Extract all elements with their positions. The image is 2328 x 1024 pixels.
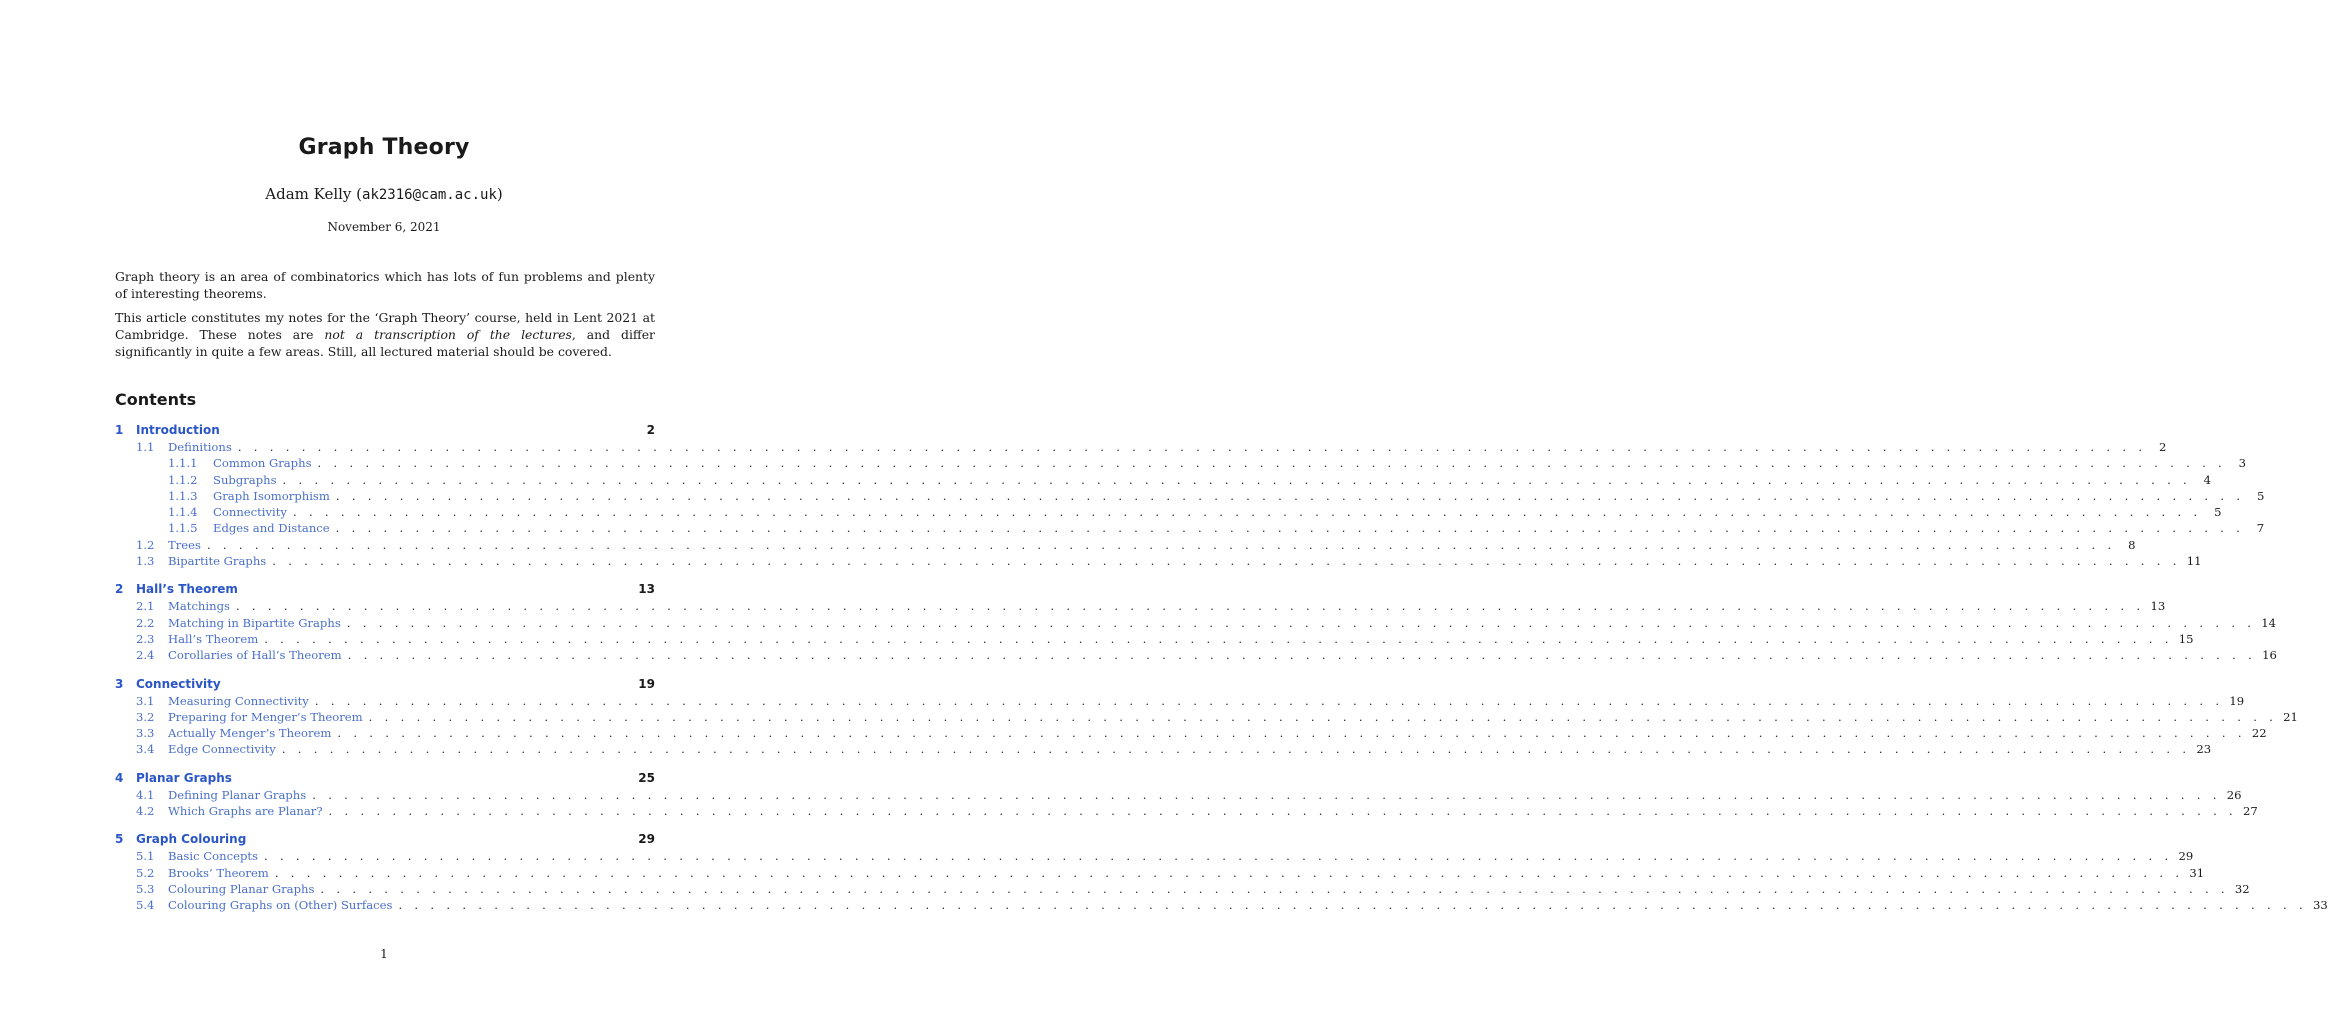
toc-entry-page[interactable]: 27 <box>2243 804 2258 819</box>
toc-entry-number: 1.1.2 <box>168 472 198 487</box>
toc-leader-dots: . . . . . . . . . . . . . . . . . . . . . . . . . . . . . . . . . . . . . . . . . . . . . . . . . . . . . . . . . . . . . . . . . . . . . . . . . . . . . . . . . . . . . . . . . . . . . . . . . . . . . . . . . . . . . . . . . . . . . . . . <box>347 648 2257 663</box>
toc-entry[interactable] <box>115 881 2250 897</box>
toc-section-page[interactable]: 25 <box>638 770 655 785</box>
toc-section-page[interactable]: 29 <box>638 832 655 847</box>
toc-entry[interactable] <box>115 897 2328 913</box>
toc-leader-dots: . . . . . . . . . . . . . . . . . . . . . . . . . . . . . . . . . . . . . . . . . . . . . . . . . . . . . . . . . . . . . . . . . . . . . . . . . . . . . . . . . . . . . . . . . . . . . . . . . . . . . . . . . . . . . . . . . . . . . . . . <box>272 554 2181 569</box>
toc-entry-title[interactable]: Colouring Graphs on (Other) Surfaces <box>168 898 393 913</box>
toc-entry-page[interactable]: 21 <box>2283 709 2298 724</box>
toc-entry-title[interactable]: Trees <box>168 537 201 552</box>
author-close: ) <box>496 185 503 203</box>
toc-entry-number: 3.1 <box>136 693 155 708</box>
toc-section-number: 4 <box>115 770 124 785</box>
toc-section-page[interactable]: 19 <box>638 676 655 691</box>
toc-entry-page[interactable]: 2 <box>2158 440 2167 454</box>
toc-section[interactable] <box>115 676 655 693</box>
document-date: November 6, 2021 <box>327 220 441 234</box>
toc-entry[interactable] <box>115 631 2194 647</box>
toc-leader-dots: . . . . . . . . . . . . . . . . . . . . . . . . . . . . . . . . . . . . . . . . . . . . . . . . . . . . . . . . . . . . . . . . . . . . . . . . . . . . . . . . . . . . . . . . . . . . . . . . . . . . . . . . . . . . . . . . . . . . . . . . <box>317 456 2227 471</box>
toc-entry-number: 4.1 <box>136 787 155 802</box>
abstract-p2-part-b: , and differ significantly in quite a few areas. Still, all lectured material should be covered. <box>115 327 655 359</box>
toc-entry[interactable] <box>115 741 2212 757</box>
toc-gap <box>115 758 655 770</box>
toc-entry-title[interactable]: Common Graphs <box>213 456 312 471</box>
document-title: Graph Theory <box>298 135 470 160</box>
table-of-contents <box>115 422 2328 914</box>
toc-entry-page[interactable]: 14 <box>2261 615 2277 630</box>
toc-entry-title[interactable]: Hall’s Theorem <box>168 631 259 646</box>
toc-leader-dots: . . . . . . . . . . . . . . . . . . . . . . . . . . . . . . . . . . . . . . . . . . . . . . . . . . . . . . . . . . . . . . . . . . . . . . . . . . . . . . . . . . . . . . . . . . . . . . . . . . . . . . . . . . . . . . . . . . . . . . . . <box>312 787 2221 802</box>
toc-section-number: 3 <box>115 676 124 691</box>
toc-entry-page[interactable]: 29 <box>2178 849 2194 864</box>
author-email[interactable]: ak2316@cam.ac.uk <box>362 187 497 203</box>
toc-entry[interactable] <box>115 488 2265 504</box>
toc-entry[interactable] <box>115 787 2242 803</box>
toc-leader-dots: . . . . . . . . . . . . . . . . . . . . . . . . . . . . . . . . . . . . . . . . . . . . . . . . . . . . . . . . . . . . . . . . . . . . . . . . . . . . . . . . . . . . . . . . . . . . . . . . . . . . . . . . . . . . . . . . . . . . . . . . <box>282 472 2192 487</box>
toc-entry-number: 1.1.4 <box>168 505 198 520</box>
toc-entry-page[interactable]: 13 <box>2150 599 2166 614</box>
toc-section-title[interactable]: Planar Graphs <box>136 770 232 785</box>
toc-section[interactable] <box>115 831 655 848</box>
toc-entry-page[interactable]: 4 <box>2203 472 2212 487</box>
toc-section-title[interactable]: Introduction <box>136 423 220 437</box>
toc-entry[interactable] <box>115 709 2298 725</box>
toc-entry-title[interactable]: Subgraphs <box>213 472 277 487</box>
toc-entry[interactable] <box>115 455 2247 471</box>
toc-entry-page[interactable]: 19 <box>2229 693 2245 708</box>
toc-entry-page[interactable]: 11 <box>2186 554 2202 569</box>
toc-entry-number: 2.4 <box>136 648 155 663</box>
toc-entry-number: 5.4 <box>136 898 155 913</box>
toc-entry-page[interactable]: 7 <box>2256 521 2265 536</box>
abstract-paragraph-2 <box>115 309 655 360</box>
toc-entry-title[interactable]: Definitions <box>168 440 232 454</box>
toc-entry-page[interactable]: 33 <box>2312 898 2328 913</box>
toc-leader-dots: . . . . . . . . . . . . . . . . . . . . . . . . . . . . . . . . . . . . . . . . . . . . . . . . . . . . . . . . . . . . . . . . . . . . . . . . . . . . . . . . . . . . . . . . . . . . . . . . . . . . . . . . . . . . . . . . . . . . . . . . <box>368 709 2278 724</box>
toc-entry-title[interactable]: Graph Isomorphism <box>213 488 330 503</box>
toc-entry[interactable] <box>115 615 2277 631</box>
toc-entry-title[interactable]: Edges and Distance <box>213 521 330 536</box>
toc-leader-dots: . . . . . . . . . . . . . . . . . . . . . . . . . . . . . . . . . . . . . . . . . . . . . . . . . . . . . . . . . . . . . . . . . . . . . . . . . . . . . . . . . . . . . . . . . . . . . . . . . . . . . . . . . . . . . . . . . . . . . . . . <box>337 726 2246 741</box>
toc-entry-title[interactable]: Colouring Planar Graphs <box>168 881 315 896</box>
toc-entry-title[interactable]: Actually Menger’s Theorem <box>168 726 332 741</box>
toc-entry-page[interactable]: 16 <box>2262 648 2277 663</box>
toc-entry-page[interactable]: 22 <box>2251 726 2267 741</box>
toc-leader-dots: . . . . . . . . . . . . . . . . . . . . . . . . . . . . . . . . . . . . . . . . . . . . . . . . . . . . . . . . . . . . . . . . . . . . . . . . . . . . . . . . . . . . . . . . . . . . . . . . . . . . . . . . . . . . . . . . . . . . . . . . <box>346 615 2256 630</box>
toc-entry-title[interactable]: Edge Connectivity <box>168 742 276 757</box>
toc-entry[interactable] <box>115 504 2222 520</box>
toc-entry-number: 5.3 <box>136 881 155 896</box>
author-line <box>0 185 768 203</box>
toc-entry-page[interactable]: 31 <box>2189 865 2205 880</box>
toc-leader-dots: . . . . . . . . . . . . . . . . . . . . . . . . . . . . . . . . . . . . . . . . . . . . . . . . . . . . . . . . . . . . . . . . . . . . . . . . . . . . . . . . . . . . . . . . . . . . . . . . . . . . . . . . . . . . . . . . . . . . . . . . <box>263 849 2173 864</box>
toc-entry-title[interactable]: Measuring Connectivity <box>168 693 309 708</box>
toc-entry-number: 2.1 <box>136 599 155 614</box>
toc-entry-title[interactable]: Preparing for Menger’s Theorem <box>168 709 363 724</box>
abstract-paragraph-1: Graph theory is an area of combinatorics which has lots of fun problems and plenty of interesting theorems. <box>115 269 655 301</box>
toc-entry[interactable] <box>115 693 2245 709</box>
page-number: 1 <box>380 947 388 961</box>
toc-entry-title[interactable]: Matchings <box>168 599 230 614</box>
toc-entry-title[interactable]: Which Graphs are Planar? <box>168 804 323 819</box>
toc-section[interactable] <box>115 581 655 598</box>
toc-entry[interactable] <box>115 647 2277 663</box>
toc-entry-number: 1.1.5 <box>168 521 198 536</box>
toc-leader-dots: . . . . . . . . . . . . . . . . . . . . . . . . . . . . . . . . . . . . . . . . . . . . . . . . . . . . . . . . . . . . . . . . . . . . . . . . . . . . . . . . . . . . . . . . . . . . . . . . . . . . . . . . . . . . . . . . . . . . . . . . <box>292 505 2202 520</box>
toc-entry-number: 5.2 <box>136 865 155 880</box>
toc-entry-number: 3.4 <box>136 742 155 757</box>
toc-leader-dots: . . . . . . . . . . . . . . . . . . . . . . . . . . . . . . . . . . . . . . . . . . . . . . . . . . . . . . . . . . . . . . . . . . . . . . . . . . . . . . . . . . . . . . . . . . . . . . . . . . . . . . . . . . . . . . . . . . . . . . . . <box>320 881 2229 896</box>
abstract-p2-emphasis: not a transcription of the lectures <box>324 327 572 342</box>
toc-entry-number: 4.2 <box>136 804 155 819</box>
toc-entry-number: 1.1 <box>136 440 155 454</box>
toc-entry-number: 1.3 <box>136 554 155 569</box>
toc-entry[interactable] <box>115 553 2202 569</box>
toc-entry[interactable] <box>115 803 2258 819</box>
toc-section[interactable] <box>115 422 655 439</box>
toc-entry-number: 2.3 <box>136 631 155 646</box>
toc-section[interactable] <box>115 770 655 787</box>
toc-entry-page[interactable]: 15 <box>2178 631 2194 646</box>
toc-entry[interactable] <box>115 848 2194 864</box>
toc-entry[interactable] <box>115 725 2267 741</box>
contents-heading: Contents <box>115 390 197 409</box>
toc-section-title[interactable]: Hall’s Theorem <box>136 582 238 597</box>
toc-leader-dots: . . . . . . . . . . . . . . . . . . . . . . . . . . . . . . . . . . . . . . . . . . . . . . . . . . . . . . . . . . . . . . . . . . . . . . . . . . . . . . . . . . . . . . . . . . . . . . . . . . . . . . . . . . . . . . . . . . . . . . . . <box>274 865 2184 880</box>
toc-entry[interactable] <box>115 865 2205 881</box>
toc-entry[interactable] <box>115 520 2265 536</box>
toc-leader-dots: . . . . . . . . . . . . . . . . . . . . . . . . . . . . . . . . . . . . . . . . . . . . . . . . . . . . . . . . . . . . . . . . . . . . . . . . . . . . . . . . . . . . . . . . . . . . . . . . . . . . . . . . . . . . . . . . . . . . . . . . <box>206 537 2116 552</box>
toc-section-number: 1 <box>115 423 124 437</box>
toc-entry[interactable] <box>115 439 2167 455</box>
toc-section-page[interactable]: 2 <box>646 423 655 437</box>
toc-gap <box>115 569 655 581</box>
toc-entry-title[interactable]: Matching in Bipartite Graphs <box>168 615 341 630</box>
abstract-p2-part-a: This article constitutes my notes for the ‘Graph Theory’ course, held in Lent 2021 at Cambridge. These notes are <box>115 310 655 342</box>
toc-leader-dots: . . . . . . . . . . . . . . . . . . . . . . . . . . . . . . . . . . . . . . . . . . . . . . . . . . . . . . . . . . . . . . . . . . . . . . . . . . . . . . . . . . . . . . . . . . . . . . . . . . . . . . . . . . . . . . . . . . . . . . . . <box>328 804 2238 819</box>
toc-leader-dots: . . . . . . . . . . . . . . . . . . . . . . . . . . . . . . . . . . . . . . . . . . . . . . . . . . . . . . . . . . . . . . . . . . . . . . . . . . . . . . . . . . . . . . . . . . . . . . . . . . . . . . . . . . . . . . . . . . . . . . . . <box>398 898 2307 913</box>
toc-leader-dots: . . . . . . . . . . . . . . . . . . . . . . . . . . . . . . . . . . . . . . . . . . . . . . . . . . . . . . . . . . . . . . . . . . . . . . . . . . . . . . . . . . . . . . . . . . . . . . . . . . . . . . . . . . . . . . . . . . . . . . . . <box>264 631 2173 646</box>
toc-gap <box>115 664 655 676</box>
toc-leader-dots: . . . . . . . . . . . . . . . . . . . . . . . . . . . . . . . . . . . . . . . . . . . . . . . . . . . . . . . . . . . . . . . . . . . . . . . . . . . . . . . . . . . . . . . . . . . . . . . . . . . . . . . . . . . . . . . . . . . . . . . . <box>335 521 2245 536</box>
toc-entry-number: 2.2 <box>136 615 155 630</box>
toc-section-title[interactable]: Graph Colouring <box>136 832 247 847</box>
toc-leader-dots: . . . . . . . . . . . . . . . . . . . . . . . . . . . . . . . . . . . . . . . . . . . . . . . . . . . . . . . . . . . . . . . . . . . . . . . . . . . . . . . . . . . . . . . . . . . . . . . . . . . . . . . . . . . . . . . . . . . . . . . . <box>237 440 2147 454</box>
toc-leader-dots: . . . . . . . . . . . . . . . . . . . . . . . . . . . . . . . . . . . . . . . . . . . . . . . . . . . . . . . . . . . . . . . . . . . . . . . . . . . . . . . . . . . . . . . . . . . . . . . . . . . . . . . . . . . . . . . . . . . . . . . . <box>314 693 2224 708</box>
toc-entry-page[interactable]: 26 <box>2226 787 2242 802</box>
author-name: Adam Kelly ( <box>265 185 363 203</box>
toc-entry-number: 3.3 <box>136 726 155 741</box>
toc-entry-title[interactable]: Defining Planar Graphs <box>168 787 307 802</box>
toc-section-number: 2 <box>115 582 124 597</box>
toc-entry-page[interactable]: 5 <box>2214 505 2222 520</box>
toc-entry-title[interactable]: Connectivity <box>213 505 287 520</box>
toc-leader-dots: . . . . . . . . . . . . . . . . . . . . . . . . . . . . . . . . . . . . . . . . . . . . . . . . . . . . . . . . . . . . . . . . . . . . . . . . . . . . . . . . . . . . . . . . . . . . . . . . . . . . . . . . . . . . . . . . . . . . . . . . <box>235 599 2145 614</box>
toc-entry-page[interactable]: 3 <box>2238 456 2247 471</box>
toc-section-number: 5 <box>115 832 124 847</box>
toc-gap <box>115 819 655 831</box>
toc-leader-dots: . . . . . . . . . . . . . . . . . . . . . . . . . . . . . . . . . . . . . . . . . . . . . . . . . . . . . . . . . . . . . . . . . . . . . . . . . . . . . . . . . . . . . . . . . . . . . . . . . . . . . . . . . . . . . . . . . . . . . . . . <box>281 742 2191 757</box>
toc-entry-title[interactable]: Bipartite Graphs <box>168 554 267 569</box>
toc-entry-page[interactable]: 8 <box>2128 537 2136 552</box>
toc-entry-number: 5.1 <box>136 849 155 864</box>
toc-entry-number: 1.2 <box>136 537 155 552</box>
toc-leader-dots: . . . . . . . . . . . . . . . . . . . . . . . . . . . . . . . . . . . . . . . . . . . . . . . . . . . . . . . . . . . . . . . . . . . . . . . . . . . . . . . . . . . . . . . . . . . . . . . . . . . . . . . . . . . . . . . . . . . . . . . . <box>335 488 2245 503</box>
toc-entry[interactable] <box>115 598 2166 614</box>
toc-entry-number: 1.1.1 <box>168 456 198 471</box>
toc-entry[interactable] <box>115 537 2136 553</box>
toc-entry-page[interactable]: 5 <box>2256 488 2265 503</box>
toc-entry-number: 1.1.3 <box>168 488 198 503</box>
toc-section-page[interactable]: 13 <box>638 582 655 597</box>
toc-section-title[interactable]: Connectivity <box>136 676 221 691</box>
toc-entry-title[interactable]: Brooks’ Theorem <box>168 865 269 880</box>
toc-entry-number: 3.2 <box>136 709 155 724</box>
toc-entry-title[interactable]: Basic Concepts <box>168 849 258 864</box>
toc-entry-title[interactable]: Corollaries of Hall’s Theorem <box>168 648 342 663</box>
toc-entry[interactable] <box>115 472 2212 488</box>
toc-entry-page[interactable]: 23 <box>2196 742 2212 757</box>
toc-entry-page[interactable]: 32 <box>2234 881 2250 896</box>
